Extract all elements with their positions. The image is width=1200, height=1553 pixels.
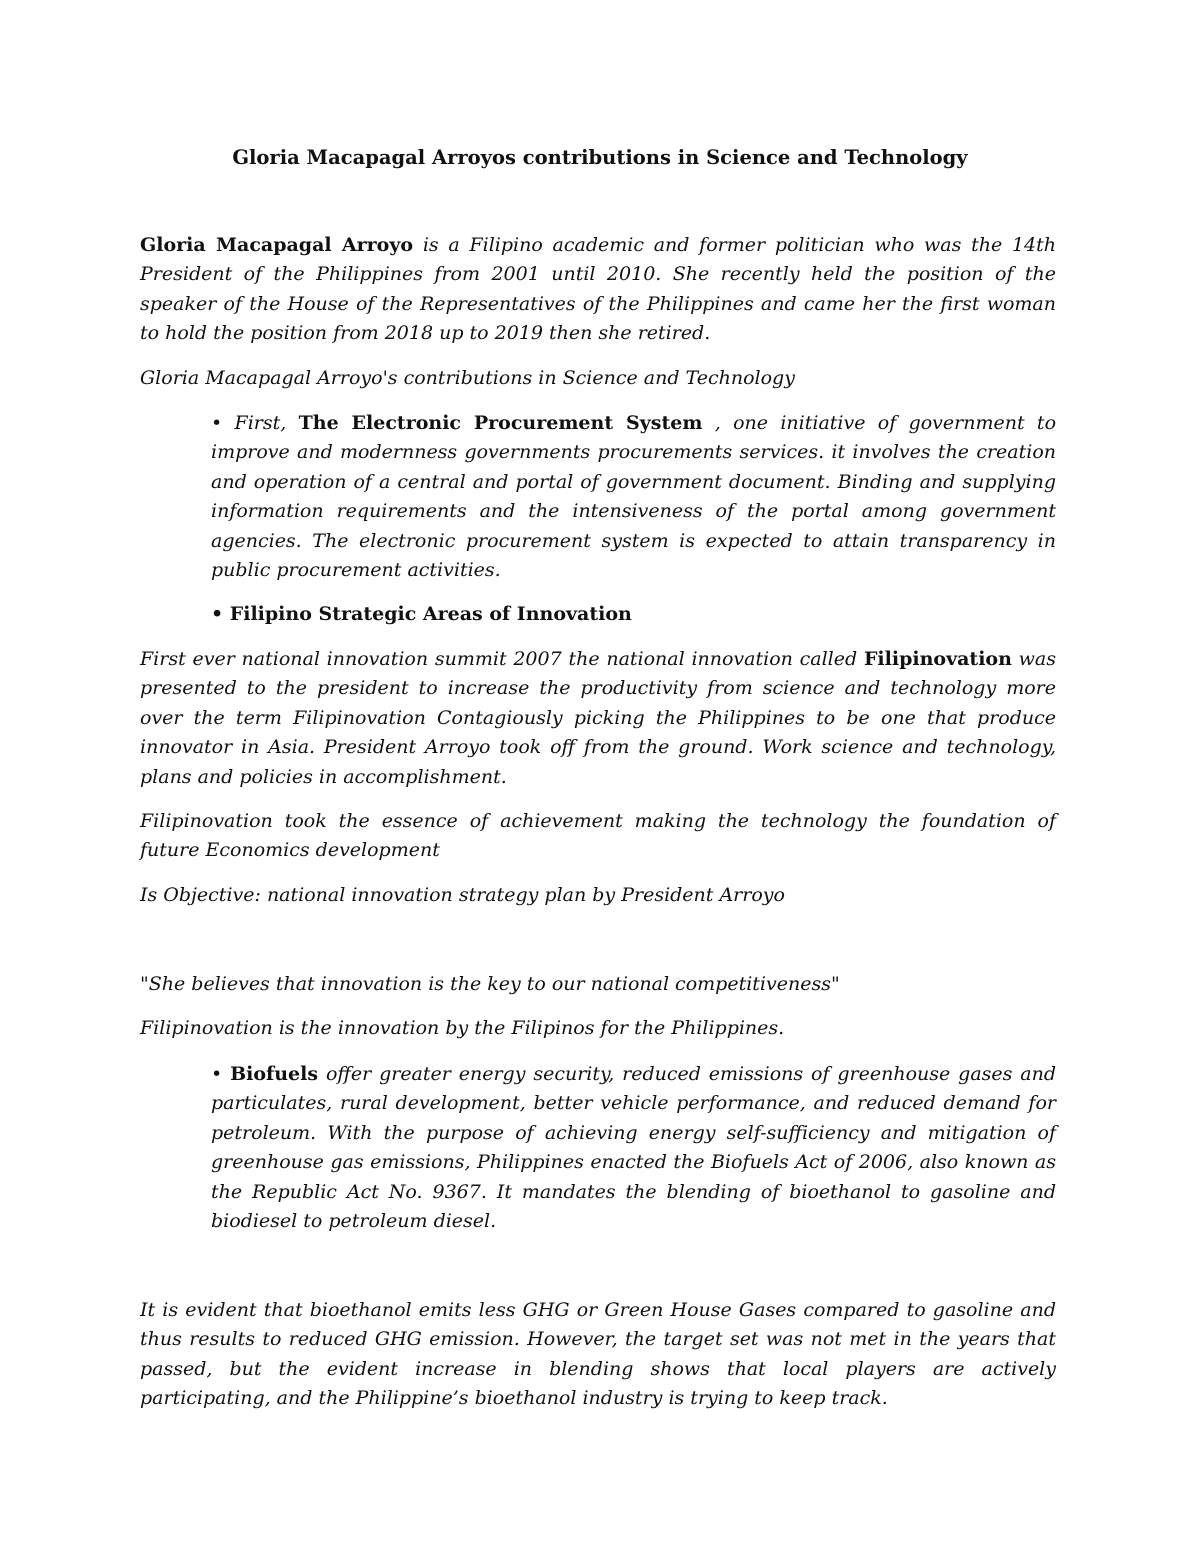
bullet-biofuels-text: offer greater energy security, reduced emissions of greenhouse gases and particulates, rural development, better vehicle performance, and reduced demand for petroleum. With the purpose of achieving energy self-sufficiency and mitigation of greenhouse gas emissions, Philippines enacted the Biofuels Act of 2006, also known as the Republic Act No. 9367. It mandates the blending of bioethanol to gasoline and biodiesel to petroleum diesel.: [211, 1063, 1057, 1233]
intro-name: Gloria Macapagal Arroyo: [140, 234, 414, 256]
heading-innovation: • Filipino Strategic Areas of Innovation: [211, 603, 632, 625]
bullet-procurement-bold: The Electronic Procurement System: [298, 412, 703, 434]
paragraph-definition: Filipinovation is the innovation by the Filipinos for the Philippines.: [140, 1017, 785, 1039]
bullet-biofuels: [211, 1060, 1056, 1236]
paragraph-objective: Is Objective: national innovation strategy plan by President Arroyo: [140, 884, 785, 906]
contributions-subtitle: Gloria Macapagal Arroyo's contributions in Science and Technology: [140, 367, 795, 389]
bullet-procurement-marker: •: [211, 412, 235, 434]
intro-text: is a Filipino academic and former politician who was the 14th President of the Philippines from 2001 until 2010. She recently held the position of the speaker of the House of the Representatives of the Philippines and came her the first woman to hold the position from 2018 up to 2019 then she retired.: [140, 234, 1056, 345]
bullet-biofuels-marker: •: [211, 1063, 231, 1085]
document-title: Gloria Macapagal Arroyos contributions in Science and Technology: [232, 146, 968, 169]
paragraph-summit: [140, 645, 1056, 792]
bullet-procurement-lead: First,: [234, 412, 299, 434]
intro-paragraph: [140, 231, 1056, 349]
bullet-procurement-text: , one initiative of government to improve and modernness governments procurements services. it involves the creation and operation of a central and portal of government document. Binding and supplying information requirements and the intensiveness of the portal among government agencies. The electronic procurement system is expected to attain transparency in public procurement activities.: [211, 412, 1057, 582]
bullet-procurement: [211, 409, 1056, 585]
summit-before: First ever national innovation summit 2007 the national innovation called: [140, 648, 864, 670]
paragraph-essence: Filipinovation took the essence of achievement making the technology the foundation of future Economics development: [140, 810, 1056, 862]
quote-paragraph: "She believes that innovation is the key to our national competitiveness": [140, 973, 840, 995]
summit-after: was presented to the president to increase the productivity from science and technology more over the term Filipinovation Contagiously picking the Philippines to be one that produce innovator in Asia. President Arroyo took off from the ground. Work science and technology, plans and policies in accomplishment.: [140, 648, 1057, 788]
bullet-biofuels-bold: Biofuels: [230, 1063, 319, 1085]
summit-bold: Filipinovation: [863, 648, 1012, 670]
paragraph-conclusion: It is evident that bioethanol emits less GHG or Green House Gases compared to gasoline and thus results to reduced GHG emission. However, the target set was not met in the years that passed, but the evident increase in blending shows that local players are actively participating, and the Philippine’s bioethanol industry is trying to keep track.: [140, 1299, 1056, 1410]
